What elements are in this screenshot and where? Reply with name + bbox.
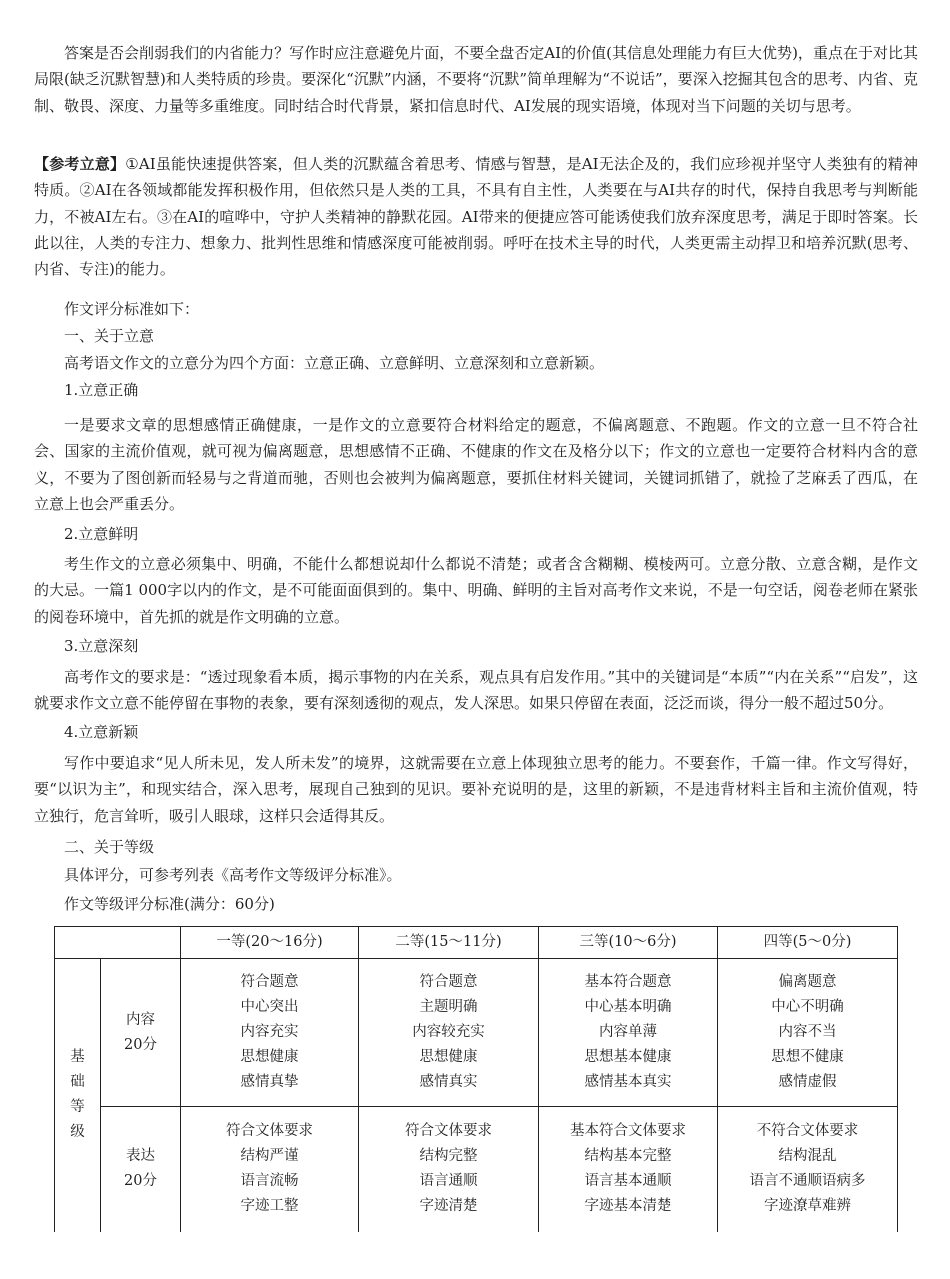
header-grade-4: 四等(5～0分) [718,927,898,959]
header-grade-3: 三等(10～6分) [539,927,718,959]
paragraph-deep: 高考作文的要求是：“透过现象看本质，揭示事物的内在关系，观点具有启发作用。”其中的关键词是“本质”“内在关系”“启发”，这就要求作文立意不能停留在事物的表象，要有深刻透彻的观点，发人深思。如果只停留在表面，泛泛而谈，得分一般不超过50分。 [34,668,918,713]
row-label-expression: 表达 20分 [101,1107,181,1232]
cell-expression-grade-2: 符合文体要求 结构完整 语言通顺 字迹清楚 [359,1107,539,1232]
cell-content-grade-2: 符合题意 主题明确 内容较充实 思想健康 感情真实 [359,959,539,1107]
paragraph-clear: 考生作文的立意必须集中、明确，不能什么都想说却什么都说不清楚；或者含含糊糊、模棱两可。立意分散、立意含糊，是作文的大忌。一篇1 000字以内的作文，是不可能面面俱到的。集中、明确、鲜明的主旨对高考作文来说，不是一句空话，阅卷老师在紧张的阅卷环境中，首先抓的就是作文明确的立意。 [34,555,918,626]
cell-content-grade-1: 符合题意 中心突出 内容充实 思想健康 感情真挚 [181,959,359,1107]
section-heading-grade: 二、关于等级 [64,838,155,856]
cell-expression-grade-4: 不符合文体要求 结构混乱 语言不通顺语病多 字迹潦草难辨 [718,1107,898,1232]
subheading-clear: 2.立意鲜明 [64,525,139,543]
reference-ideas-text: ①AI虽能快速提供答案，但人类的沉默蕴含着思考、情感与智慧，是AI无法企及的，我们应珍视并坚守人类独有的精神特质。②AI在各领域都能发挥积极作用，但依然只是人类的工具，不具有自主性，人类要在与AI共存的时代，保持自我思考与判断能力，不被AI左右。③在AI的喧哗中，守护人类精神的静默花园。AI带来的便捷应答可能诱使我们放弃深度思考，满足于即时答案。长此以往，人类的专注力、想象力、批判性思维和情感深度可能被削弱。呼吁在技术主导的时代，人类更需主动捍卫和培养沉默(思考、内省、专注)的能力。 [34,155,918,279]
paragraph-correct: 一是要求文章的思想感情正确健康，一是作文的立意要符合材料给定的题意，不偏离题意、不跑题。作文的立意一旦不符合社会、国家的主流价值观，就可视为偏离题意，思想感情不正确、不健康的作文在及格分以下；作文的立意也一定要符合材料内含的意义，不要为了图创新而轻易与之背道而驰，否则也会被判为偏离题意，要抓住材料关键词，关键词抓错了，就捡了芝麻丢了西瓜，在立意上也会严重丢分。 [34,416,918,513]
paragraph-analysis: 答案是否会削弱我们的内省能力？写作时应注意避免片面，不要全盘否定AI的价值(其信息处理能力有巨大优势)，重点在于对比其局限(缺乏沉默智慧)和人类特质的珍贵。要深化“沉默”内涵，不要将“沉默”简单理解为“不说话”，要深入挖掘其包含的思考、内省、克制、敬畏、深度、力量等多重维度。同时结合时代背景，紧扣信息时代、AI发展的现实语境，体现对当下问题的关切与思考。 [34,44,918,115]
header-grade-1: 一等(20～16分) [181,927,359,959]
scoring-intro: 作文评分标准如下： [64,300,200,318]
section-heading-idea: 一、关于立意 [64,327,155,345]
paragraph-reference-ideas [34,151,918,282]
table-row-expression [55,1107,898,1232]
paragraph-novel: 写作中要追求“见人所未见，发人所未发”的境界，这就需要在立意上体现独立思考的能力。不要套作，千篇一律。作文写得好，要“以识为主”，和现实结合，深入思考，展现自己独到的见识。要补充说明的是，这里的新颖，不是违背材料主旨和主流价值观，特立独行，危言耸听，吸引人眼球，这样只会适得其反。 [34,754,918,825]
cell-content-grade-4: 偏离题意 中心不明确 内容不当 思想不健康 感情虚假 [718,959,898,1107]
subheading-correct: 1.立意正确 [64,381,139,399]
table-row-content [55,959,898,1107]
subheading-novel: 4.立意新颖 [64,723,139,741]
table-header-row [55,927,898,959]
cell-expression-grade-1: 符合文体要求 结构严谨 语言流畅 字迹工整 [181,1107,359,1232]
cell-expression-grade-3: 基本符合文体要求 结构基本完整 语言基本通顺 字迹基本清楚 [539,1107,718,1232]
grading-standard-table [54,926,898,1232]
header-grade-2: 二等(15～11分) [359,927,539,959]
subheading-deep: 3.立意深刻 [64,637,139,655]
group-label-basic-level: 基 础 等 级 [55,959,101,1232]
reference-ideas-label: 【参考立意】 [34,155,126,173]
row-label-content: 内容 20分 [101,959,181,1107]
table-corner-cell [55,927,181,959]
cell-content-grade-3: 基本符合题意 中心基本明确 内容单薄 思想基本健康 感情基本真实 [539,959,718,1107]
table-caption: 作文等级评分标准(满分：60分) [64,895,275,913]
grade-reference-note: 具体评分，可参考列表《高考作文等级评分标准》。 [64,866,402,884]
idea-overview: 高考语文作文的立意分为四个方面：立意正确、立意鲜明、立意深刻和立意新颖。 [64,354,605,372]
